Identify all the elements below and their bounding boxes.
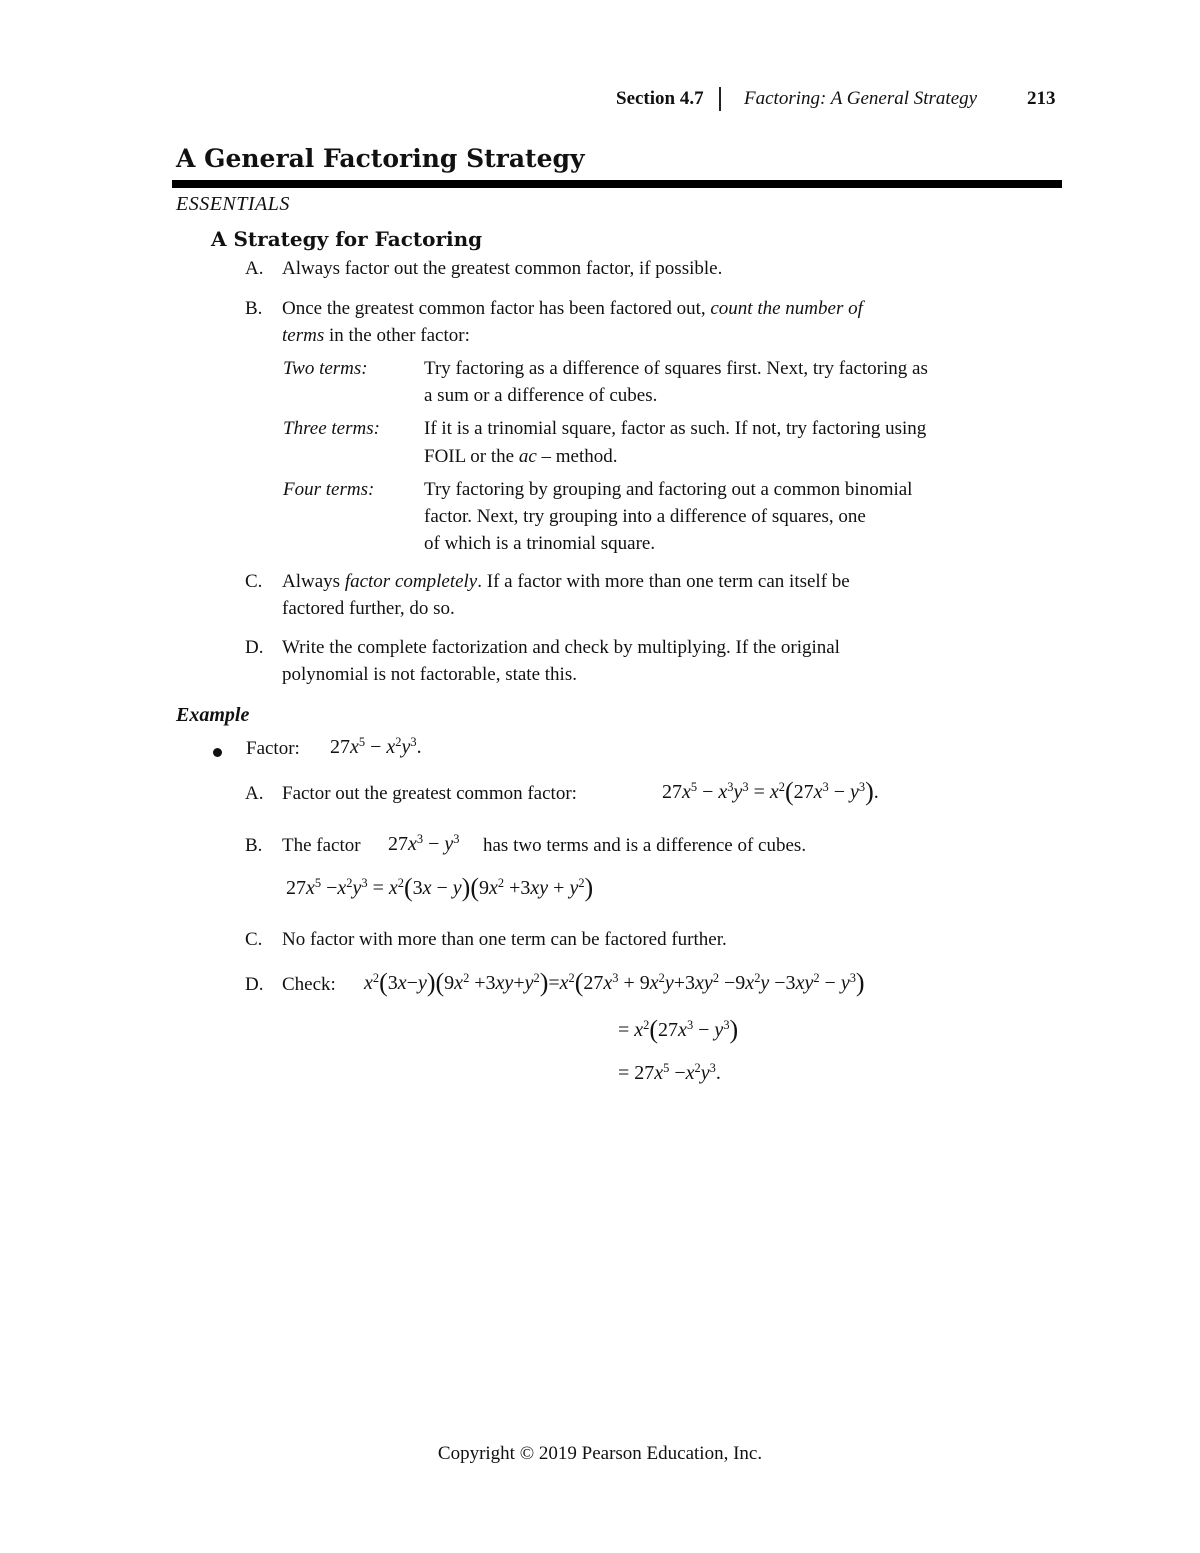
- example-c-label: C.: [245, 929, 263, 950]
- two-terms-line2: a sum or a difference of cubes.: [424, 385, 658, 406]
- example-a-label: A.: [245, 783, 264, 804]
- two-terms-label: Two terms:: [283, 358, 368, 379]
- page-title: A General Factoring Strategy: [176, 144, 585, 173]
- four-terms-line2: factor. Next, try grouping into a difference of squares, one: [424, 506, 866, 527]
- example-b-factor: $27x^3 - y^3$: [388, 832, 460, 855]
- step-a-text: Always factor out the greatest common factor, if possible.: [282, 258, 723, 279]
- example-a-text: Factor out the greatest common factor:: [282, 783, 577, 804]
- header-chapter-title: Factoring: A General Strategy: [744, 88, 978, 109]
- four-terms-label: Four terms:: [283, 479, 375, 500]
- title-rule: [172, 180, 1062, 188]
- example-b-label: B.: [245, 835, 263, 856]
- example-b-post: has two terms and is a difference of cubes.: [483, 835, 807, 856]
- step-b-emphasis: count the number of: [710, 298, 863, 319]
- check-line-2: = $x^2(27x^3 - y^3)$: [618, 1015, 739, 1045]
- example-c-text: No factor with more than one term can be factored further.: [282, 929, 727, 950]
- example-heading: Example: [176, 704, 250, 726]
- copyright-footer: Copyright © 2019 Pearson Education, Inc.: [437, 1443, 763, 1464]
- check-line-1: $x^2(3x-y)(9x^2 +3xy+y^2)=x^2(27x^3 + 9x^2y+3xy^2 -9x^2y -3xy^2 - y^3)$: [364, 968, 865, 998]
- step-c-label: C.: [245, 571, 263, 592]
- step-d-line1: Write the complete factorization and check by multiplying. If the original: [282, 637, 840, 658]
- example-b-pre: The factor: [282, 835, 361, 856]
- step-d-line2: polynomial is not factorable, state this.: [282, 664, 577, 685]
- step-b-line2: terms in the other factor:: [282, 325, 470, 346]
- example-d-label: D.: [245, 974, 264, 995]
- example-b-factorization: $27x^5 -x^2y^3 = x^2(3x - y)(9x^2 +3xy + y^2)$: [286, 873, 594, 903]
- four-terms-line1: Try factoring by grouping and factoring out a common binomial: [424, 479, 913, 500]
- two-terms-line1: Try factoring as a difference of squares first. Next, try factoring as: [424, 358, 928, 379]
- strategy-heading: A Strategy for Factoring: [211, 227, 483, 251]
- step-c-emphasis: factor completely: [344, 571, 478, 592]
- step-b-line1: Once the greatest common factor has been factored out, count the number of: [282, 298, 863, 319]
- step-c-line1: Always factor completely. If a factor with more than one term can itself be: [282, 571, 850, 592]
- step-d-label: D.: [245, 637, 264, 658]
- essentials-label: ESSENTIALS: [176, 193, 290, 215]
- example-a-equation: $27x^5 - x^3y^3 = x^2(27x^3 - y^3)$.: [662, 777, 879, 807]
- three-terms-label: Three terms:: [283, 418, 380, 439]
- four-terms-line3: of which is a trinomial square.: [424, 533, 656, 554]
- step-b-label: B.: [245, 298, 263, 319]
- three-terms-line1: If it is a trinomial square, factor as such. If not, try factoring using: [424, 418, 927, 439]
- header-section-label: Section 4.7: [616, 88, 704, 109]
- check-line-3: = $27x^5 -x^2y^3$.: [618, 1061, 721, 1084]
- example-factor-label: Factor:: [246, 738, 300, 759]
- page-number: 213: [1027, 88, 1056, 109]
- header-divider: [719, 87, 721, 111]
- step-c-line2: factored further, do so.: [282, 598, 455, 619]
- three-terms-line2: FOIL or the ac – method.: [424, 446, 618, 467]
- bullet-icon: [213, 748, 222, 757]
- example-expression: $27x^5 - x^2y^3$.: [330, 735, 422, 758]
- example-d-text: Check:: [282, 974, 336, 995]
- step-a-label: A.: [245, 258, 264, 279]
